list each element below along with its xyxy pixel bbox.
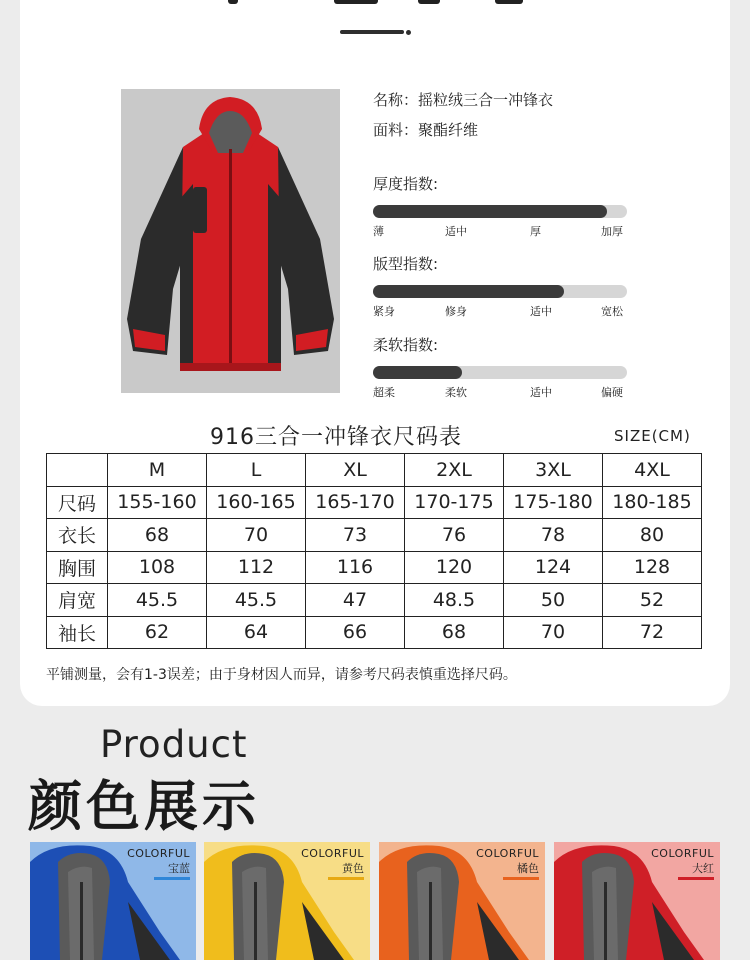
- index-title: 柔软指数:: [373, 336, 439, 354]
- index-tick: 厚: [530, 225, 541, 238]
- swatch-underline: [503, 877, 539, 880]
- swatch-label: [476, 847, 539, 876]
- table-cell: 165-170: [306, 486, 405, 519]
- measurement-note: 平铺测量，会有1-3误差；由于身材因人而异，请参考尺码表慎重选择尺码。: [46, 667, 517, 683]
- table-cell: 116: [306, 551, 405, 584]
- index-title: 厚度指数:: [373, 175, 439, 193]
- table-cell: 72: [603, 616, 702, 649]
- fit-index: [373, 253, 629, 318]
- table-cell: 47: [306, 584, 405, 617]
- table-cell: 78: [504, 519, 603, 552]
- product-section-title-en: Product: [100, 723, 248, 766]
- product-fabric: 面料：聚酯纤维: [373, 121, 479, 139]
- table-cell: 76: [405, 519, 504, 552]
- table-cell: 73: [306, 519, 405, 552]
- header-cell: L: [207, 454, 306, 487]
- table-cell: 48.5: [405, 584, 504, 617]
- swatch-label-en: COLORFUL: [127, 847, 190, 860]
- index-bar-fill: [373, 285, 564, 298]
- header-cell: M: [108, 454, 207, 487]
- row-label: 衣长: [47, 519, 108, 552]
- table-cell: 45.5: [207, 584, 306, 617]
- table-cell: 68: [405, 616, 504, 649]
- table-cell: 70: [504, 616, 603, 649]
- table-cell: 170-175: [405, 486, 504, 519]
- jacket-illustration: [121, 89, 340, 393]
- swatch-label: [127, 847, 190, 876]
- header-cell: [47, 454, 108, 487]
- color-swatch[interactable]: [204, 842, 370, 960]
- table-row: [47, 616, 702, 649]
- swatch-label-en: COLORFUL: [301, 847, 364, 860]
- swatch-label: [301, 847, 364, 876]
- table-cell: 180-185: [603, 486, 702, 519]
- table-cell: 50: [504, 584, 603, 617]
- table-cell: 45.5: [108, 584, 207, 617]
- table-cell: 66: [306, 616, 405, 649]
- product-details: [373, 88, 633, 148]
- table-cell: 62: [108, 616, 207, 649]
- product-section-title-zh: 颜色展示: [28, 775, 260, 838]
- table-cell: 52: [603, 584, 702, 617]
- index-tick: 超柔: [373, 386, 395, 399]
- header-cell: 4XL: [603, 454, 702, 487]
- table-cell: 120: [405, 551, 504, 584]
- thickness-index: [373, 173, 629, 238]
- swatch-color-name: 宝蓝: [168, 862, 190, 875]
- index-tick: 紧身: [373, 305, 395, 318]
- table-cell: 128: [603, 551, 702, 584]
- index-bar-fill: [373, 205, 607, 218]
- table-row: [47, 551, 702, 584]
- table-cell: 80: [603, 519, 702, 552]
- table-cell: 160-165: [207, 486, 306, 519]
- heading-divider: [340, 30, 404, 34]
- index-tick: 修身: [445, 305, 467, 318]
- index-bar-fill: [373, 366, 462, 379]
- table-cell: 124: [504, 551, 603, 584]
- swatch-label-en: COLORFUL: [651, 847, 714, 860]
- size-table: [46, 453, 702, 649]
- heading-divider-dot: [406, 30, 411, 35]
- row-label: 肩宽: [47, 584, 108, 617]
- size-table-header: [47, 454, 702, 487]
- index-bar-track: [373, 285, 627, 298]
- size-table-title: 916三合一冲锋衣尺码表: [210, 425, 462, 450]
- product-image: [121, 89, 340, 393]
- table-cell: 108: [108, 551, 207, 584]
- index-tick: 适中: [530, 305, 552, 318]
- color-swatch[interactable]: [30, 842, 196, 960]
- index-tick: 适中: [530, 386, 552, 399]
- swatch-label-en: COLORFUL: [476, 847, 539, 860]
- index-bar-track: [373, 205, 627, 218]
- index-bar-track: [373, 366, 627, 379]
- product-name: 名称：摇粒绒三合一冲锋衣: [373, 91, 554, 109]
- swatch-color-name: 大红: [692, 862, 714, 875]
- swatch-underline: [328, 877, 364, 880]
- table-cell: 175-180: [504, 486, 603, 519]
- index-tick: 柔软: [445, 386, 467, 399]
- size-table-unit: SIZE(CM): [614, 427, 691, 445]
- softness-index: [373, 334, 629, 399]
- swatch-color-name: 橘色: [517, 862, 539, 875]
- index-tick: 薄: [373, 225, 384, 238]
- swatch-underline: [678, 877, 714, 880]
- row-label: 胸围: [47, 551, 108, 584]
- table-cell: 68: [108, 519, 207, 552]
- row-label: 袖长: [47, 616, 108, 649]
- table-cell: 64: [207, 616, 306, 649]
- row-label: 尺码: [47, 486, 108, 519]
- color-swatch[interactable]: [379, 842, 545, 960]
- table-row: [47, 519, 702, 552]
- index-title: 版型指数:: [373, 255, 439, 273]
- table-cell: 112: [207, 551, 306, 584]
- table-row: [47, 584, 702, 617]
- cropped-heading-glyphs: [0, 0, 750, 4]
- header-cell: XL: [306, 454, 405, 487]
- table-cell: 155-160: [108, 486, 207, 519]
- swatch-underline: [154, 877, 190, 880]
- color-swatch[interactable]: [554, 842, 720, 960]
- index-tick: 宽松: [601, 305, 623, 318]
- header-cell: 3XL: [504, 454, 603, 487]
- index-tick: 适中: [445, 225, 467, 238]
- index-tick: 加厚: [601, 225, 623, 238]
- table-row: [47, 486, 702, 519]
- swatch-color-name: 黄色: [342, 862, 364, 875]
- header-cell: 2XL: [405, 454, 504, 487]
- swatch-label: [651, 847, 714, 876]
- table-cell: 70: [207, 519, 306, 552]
- index-tick: 偏硬: [601, 386, 623, 399]
